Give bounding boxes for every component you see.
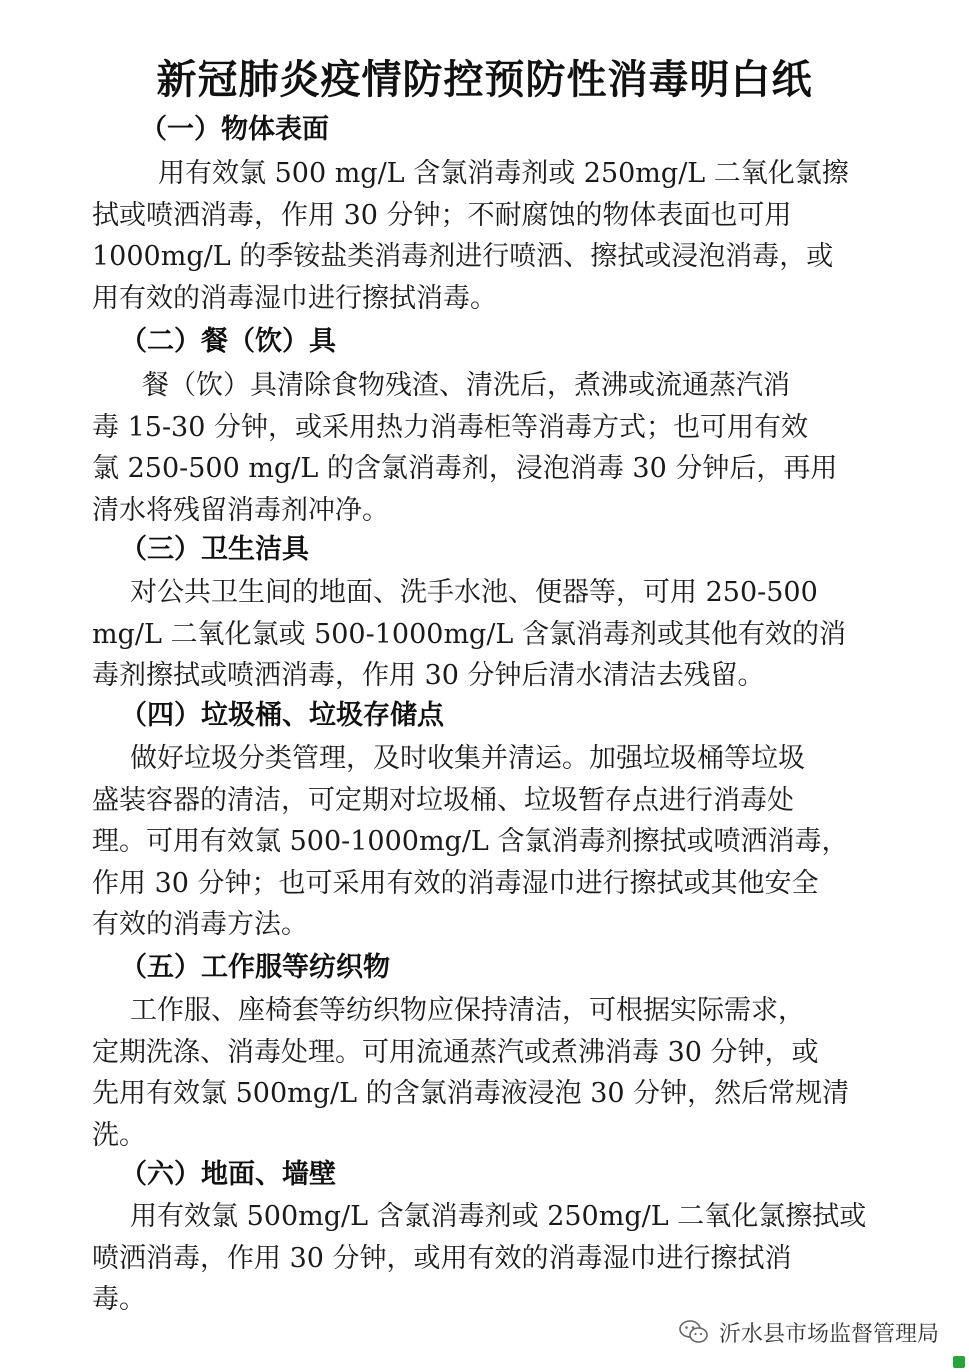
body-line: 毒剂擦拭或喷洒消毒，作用 30 分钟后清水清洁去残留。: [92, 660, 765, 691]
body-line: 氯 250-500 mg/L 的含氯消毒剂，浸泡消毒 30 分钟后，再用: [92, 453, 838, 484]
section-body-surfaces: [92, 153, 872, 319]
account-watermark: [679, 1314, 939, 1350]
account-name: 沂水县市场监督管理局: [718, 1321, 939, 1347]
section-heading-tableware: （二）餐（饮）具: [120, 326, 336, 357]
section-heading-floors-walls: （六）地面、墙壁: [120, 1159, 336, 1190]
body-line: 对公共卫生间的地面、洗手水池、便器等，可用 250-500: [130, 577, 818, 608]
section-heading-trash-bins: （四）垃圾桶、垃圾存储点: [120, 700, 444, 731]
body-line: 先用有效氯 500mg/L 的含氯消毒液浸泡 30 分钟，然后常规清: [92, 1078, 850, 1109]
body-line: 用有效的消毒湿巾进行擦拭消毒。: [92, 282, 497, 314]
section-heading-sanitary-ware: （三）卫生洁具: [120, 534, 309, 565]
body-line: 拭或喷洒消毒，作用 30 分钟；不耐腐蚀的物体表面也可用: [92, 199, 792, 231]
section-body-work-clothes: [92, 990, 872, 1156]
section-body-trash-bins: [92, 738, 872, 946]
body-line: 清水将残留消毒剂冲净。: [92, 494, 389, 526]
section-body-floors-walls: [92, 1196, 872, 1321]
body-line: 定期洗涤、消毒处理。可用流通蒸汽或煮沸消毒 30 分钟，或: [92, 1036, 819, 1068]
section-body-sanitary-ware: [92, 572, 872, 697]
body-line: 作用 30 分钟；也可采用有效的消毒湿巾进行擦拭或其他安全: [92, 867, 819, 899]
body-line: 喷洒消毒，作用 30 分钟，或用有效的消毒湿巾进行擦拭消: [92, 1242, 792, 1274]
body-line: 做好垃圾分类管理，及时收集并清运。加强垃圾桶等垃圾: [130, 743, 805, 774]
body-line: 用有效氯 500 mg/L 含氯消毒剂或 250mg/L 二氧化氯擦: [158, 158, 849, 189]
document-title: 新冠肺炎疫情防控预防性消毒明白纸: [156, 56, 813, 103]
body-line: 用有效氯 500mg/L 含氯消毒剂或 250mg/L 二氧化氯擦拭或: [130, 1201, 867, 1232]
section-heading-work-clothes: （五）工作服等纺织物: [120, 952, 390, 983]
corner-badge: [953, 1356, 965, 1368]
body-line: 洗。: [92, 1119, 146, 1151]
body-line: 毒。: [92, 1284, 146, 1315]
body-line: 有效的消毒方法。: [92, 909, 308, 940]
body-line: 1000mg/L 的季铵盐类消毒剂进行喷洒、擦拭或浸泡消毒，或: [92, 241, 834, 272]
body-line: mg/L 二氧化氯或 500-1000mg/L 含氯消毒剂或其他有效的消: [92, 618, 846, 650]
body-line: 毒 15-30 分钟，或采用热力消毒柜等消毒方式；也可用有效: [92, 411, 808, 443]
body-line: 理。可用有效氯 500-1000mg/L 含氯消毒剂擦拭或喷洒消毒，: [92, 826, 849, 857]
body-line: 工作服、座椅套等纺织物应保持清洁，可根据实际需求，: [130, 995, 805, 1026]
body-line: 盛装容器的清洁，可定期对垃圾桶、垃圾暂存点进行消毒处: [92, 784, 794, 816]
section-body-tableware: [92, 365, 872, 531]
body-line: 餐（饮）具清除食物残渣、清洗后，煮沸或流通蒸汽消: [142, 370, 790, 401]
wechat-icon: [679, 1319, 709, 1345]
section-heading-surfaces: （一）物体表面: [140, 114, 329, 145]
